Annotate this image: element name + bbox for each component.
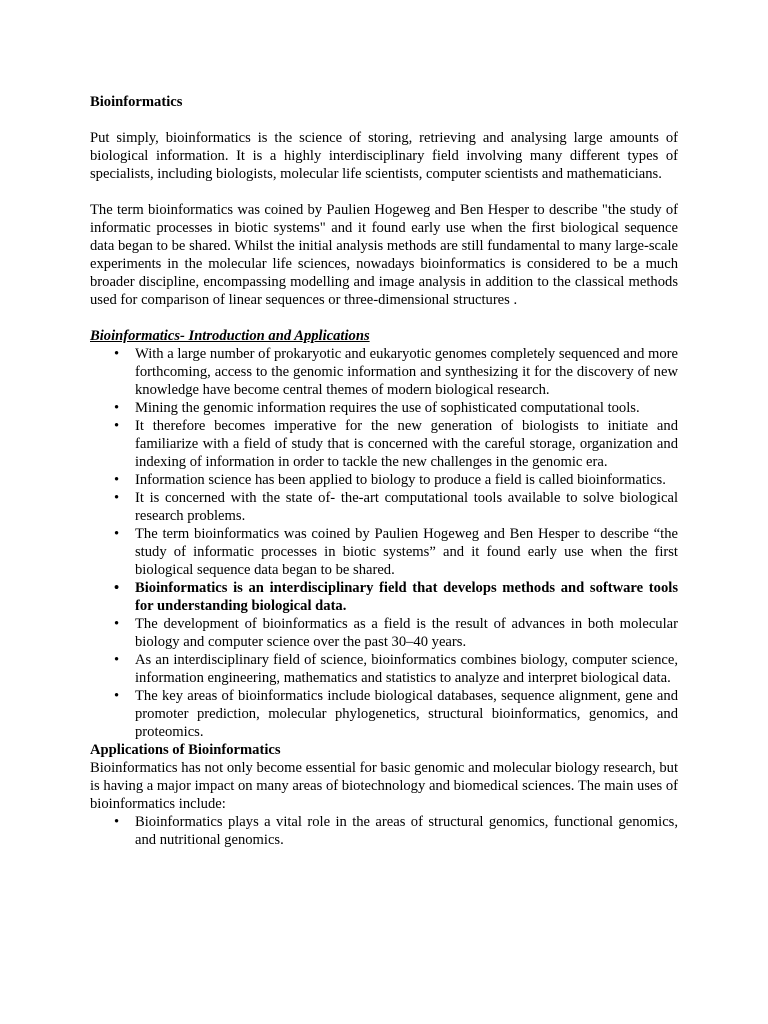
section-heading-applications: Applications of Bioinformatics [90,742,281,758]
list-item-text: Mining the genomic information requires the use of sophisticated computational tools. [135,400,640,416]
list-item-text: With a large number of prokaryotic and eukaryotic genomes completely sequenced and more forthcoming, access to the genomic information and synthesizing it for the discovery of new knowledge have become central themes of modern biological research. [135,346,678,398]
introduction-bullet-list [90,345,678,741]
bullet-icon: • [114,490,120,506]
intro-paragraph-2: The term bioinformatics was coined by Paulien Hogeweg and Ben Hesper to describe "the study of informatic processes in biotic systems" and it found early use when the first biological sequence data began to be shared. Whilst the initial analysis methods are still fundamental to many large-scale experiments in the molecular life sciences, nowadays bioinformatics is considered to be a much broader discipline, encompassing modelling and image analysis in addition to the classical methods used for comparison of linear sequences or three-dimensional structures . [90,202,678,308]
bullet-icon: • [114,526,120,542]
list-item-text: The development of bioinformatics as a field is the result of advances in both molecular biology and computer science over the past 30–40 years. [135,616,678,650]
list-item [90,687,678,741]
bullet-icon: • [114,418,120,434]
list-item-emphasized [90,579,678,615]
list-item-text: As an interdisciplinary field of science, bioinformatics combines biology, computer science, information engineering, mathematics and statistics to analyze and interpret biological data. [135,652,678,686]
bullet-icon: • [114,580,120,596]
list-item-text: It therefore becomes imperative for the new generation of biologists to initiate and familiarize with a field of study that is concerned with the careful storage, organization and indexing of information in order to tackle the new challenges in the genomic era. [135,418,678,470]
document-title: Bioinformatics [90,94,183,110]
document-page [90,93,678,849]
applications-intro-paragraph: Bioinformatics has not only become essential for basic genomic and molecular biology research, but is having a major impact on many areas of biotechnology and biomedical sciences. The main uses of bioinformatics include: [90,760,678,812]
bullet-icon: • [114,616,120,632]
bullet-icon: • [114,814,120,830]
bullet-icon: • [114,472,120,488]
applications-bullet-list [90,813,678,849]
list-item [90,525,678,579]
list-item [90,471,678,489]
list-item [90,417,678,471]
list-item [90,813,678,849]
bullet-icon: • [114,346,120,362]
list-item [90,489,678,525]
list-item-text: The term bioinformatics was coined by Paulien Hogeweg and Ben Hesper to describe “the study of informatic processes in biotic systems” and it found early use when the first biological sequence data began to be shared. [135,526,678,578]
bullet-icon: • [114,652,120,668]
list-item [90,345,678,399]
intro-paragraph-1: Put simply, bioinformatics is the science of storing, retrieving and analysing large amounts of biological information. It is a highly interdisciplinary field involving many different types of specialists, including biologists, molecular life scientists, computer scientists and mathematicians. [90,130,678,182]
bullet-icon: • [114,400,120,416]
list-item [90,651,678,687]
list-item-text: Bioinformatics is an interdisciplinary field that develops methods and software tools for understanding biological data. [135,580,678,614]
list-item [90,615,678,651]
bullet-icon: • [114,688,120,704]
list-item [90,399,678,417]
list-item-text: Bioinformatics plays a vital role in the areas of structural genomics, functional genomics, and nutritional genomics. [135,814,678,848]
list-item-text: Information science has been applied to biology to produce a field is called bioinformatics. [135,472,666,488]
list-item-text: The key areas of bioinformatics include biological databases, sequence alignment, gene and promoter prediction, molecular phylogenetics, structural bioinformatics, genomics, and proteomics. [135,688,678,740]
section-heading-introduction: Bioinformatics- Introduction and Applications [90,328,370,344]
list-item-text: It is concerned with the state of- the-art computational tools available to solve biological research problems. [135,490,678,524]
